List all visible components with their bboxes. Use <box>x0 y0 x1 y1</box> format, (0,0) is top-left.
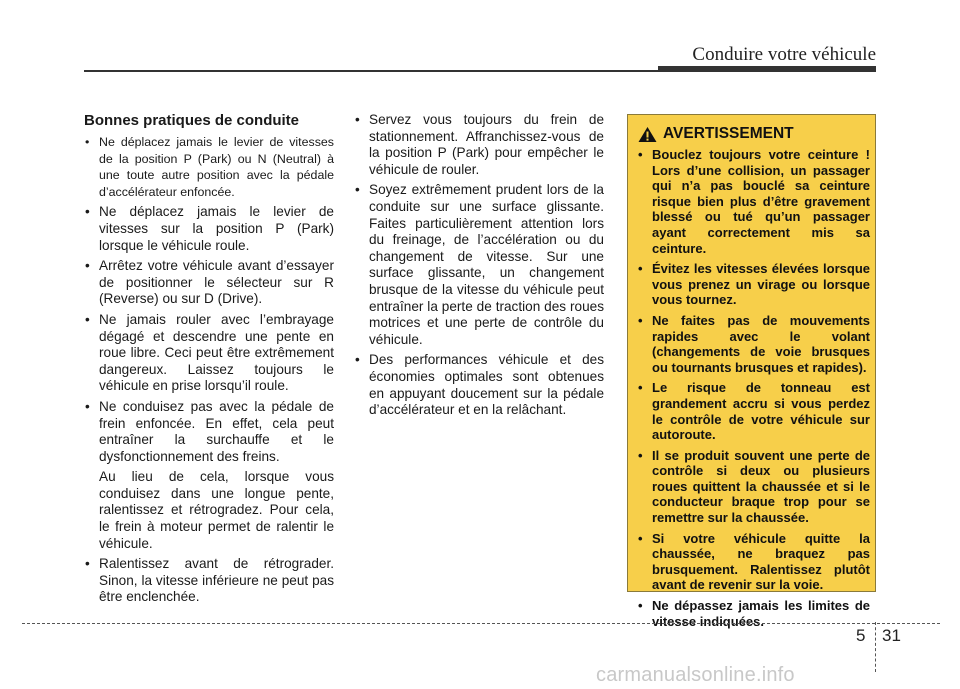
list-item: • Des performances véhicule et des économies optimales sont obtenues en appuyant doucement sur la pédale d’accélérateur et en la relâchant. <box>355 352 604 418</box>
list-item: • Servez vous toujours du frein de stationnement. Affranchissez-vous de la position P (Park) pour empêcher le véhicule de rouler. <box>355 112 604 177</box>
practice-list-continued <box>354 112 604 419</box>
list-item: • Soyez extrêmement prudent lors de la conduite sur une surface glissante. Faites particulièrement attention lors du freinage, de l’accélération ou du changement de vitesse. Sur une surface glissante, un changement brusque de la vitesse du véhicule peut entraîner la perte de traction des roues motrices et une perte de contrôle du véhicule. <box>355 182 604 347</box>
warning-title: AVERTISSEMENT <box>663 125 794 142</box>
warning-box <box>627 114 876 629</box>
section-heading: Bonnes pratiques de conduite <box>84 112 300 129</box>
warning-item: • Le risque de tonneau est grandement accru si vous perdez le contrôle de votre véhicule sur autoroute. <box>638 380 870 443</box>
footer-divider <box>875 622 876 672</box>
header-rule <box>84 70 660 72</box>
warning-list <box>638 147 870 634</box>
left-column <box>84 112 334 610</box>
middle-column <box>354 112 604 423</box>
warning-item: • Évitez les vitesses élevées lorsque vous prenez un virage ou lorsque vous tournez. <box>638 261 870 308</box>
list-item: • Ne jamais rouler avec l’embrayage dégagé et descendre une pente en roue libre. Ceci peut être extrêmement dangereux. Laissez toujours le véhicule en prise lorsqu’il roule. <box>85 311 334 394</box>
continuation-paragraph: Au lieu de cela, lorsque vous conduisez dans une longue pente, ralentissez et rétrogradez. Pour cela, le frein à moteur permet de ralentir le véhicule. <box>99 469 334 551</box>
chapter-number: 5 <box>856 626 866 645</box>
list-item: • Ne déplacez jamais le levier de vitesses de la position P (Park) ou N (Neutral) à une toute autre position avec la pédale d’accélérateur enfoncée. <box>85 135 334 199</box>
footer-rule <box>22 623 940 624</box>
warning-triangle-icon <box>638 126 657 143</box>
warning-item: • Il se produit souvent une perte de contrôle si deux ou plusieurs roues quittent la chaussée et si le conducteur braque trop pour se remettre sur la chaussée. <box>638 447 870 526</box>
header-rule-thick <box>658 66 876 72</box>
list-item: • Ralentissez avant de rétrograder. Sinon, la vitesse inférieure ne peut pas être enclenchée. <box>85 556 334 605</box>
list-item: • Arrêtez votre véhicule avant d’essayer de positionner le sélecteur sur R (Reverse) ou sur D (Drive). <box>85 258 334 307</box>
warning-header <box>638 125 794 143</box>
warning-item: • Ne dépassez jamais les limites de vitesse indiquées. <box>638 598 870 629</box>
practice-list <box>84 134 334 606</box>
list-item: • Ne conduisez pas avec la pédale de frein enfoncée. En effet, cela peut entraîner la surchauffe et le dysfonctionnement des freins. Au lieu de cela, lorsque vous conduisez dans une longue pente, ralentissez et rétrogradez. Pour cela, le frein à moteur permet de ralentir le véhicule. <box>85 398 334 551</box>
warning-item: • Ne faites pas de mouvements rapides avec le volant (changements de voie brusques ou tournants brusques et rapides). <box>638 312 870 375</box>
page-header-title: Conduire votre véhicule <box>692 44 876 65</box>
page-number: 31 <box>882 626 901 645</box>
watermark: carmanualsonline.info <box>596 664 795 686</box>
warning-item: • Bouclez toujours votre ceinture ! Lors d’une collision, un passager qui n’a pas bouclé sa ceinture risque bien plus d’être gravement blessé ou tué qu’un passager ayant correctement mis sa ceinture. <box>638 147 870 256</box>
list-item: • Ne déplacez jamais le levier de vitesses sur la position P (Park) lorsque le véhicule roule. <box>85 204 334 253</box>
warning-item: • Si votre véhicule quitte la chaussée, ne braquez pas brusquement. Ralentissez plutôt avant de revenir sur la voie. <box>638 530 870 593</box>
